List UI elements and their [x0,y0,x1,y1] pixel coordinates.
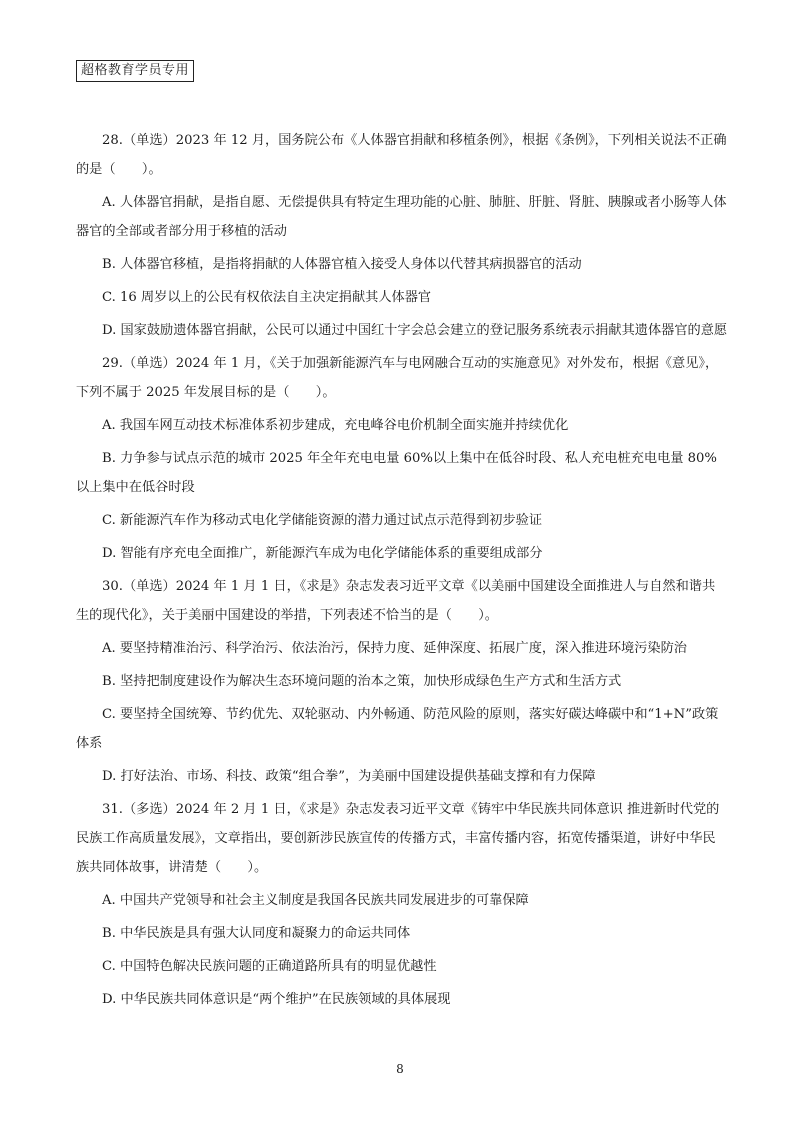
question-stem: 30.（单选）2024 年 1 月 1 日，《求是》杂志发表习近平文章《以美丽中国建设全面推进人与自然和谐共生的现代化》，关于美丽中国建设的举措，下列表述不恰当的是（ ）。 [76,579,716,623]
watermark-stamp: 超格教育学员专用 [76,60,194,82]
question-list [76,126,728,1018]
page-number: 8 [396,1062,404,1076]
option-c: C. 16 周岁以上的公民有权依法自主决定捐献其人体器官 [102,290,432,305]
option-c: C. 新能源汽车作为移动式电化学储能资源的潜力通过试点示范得到初步验证 [102,513,543,528]
question-28 [76,126,728,345]
option-c: C. 中国特色解决民族问题的正确道路所具有的明显优越性 [102,959,437,974]
option-b: B. 中华民族是具有强大认同度和凝聚力的命运共同体 [102,926,411,941]
option-c: C. 要坚持全国统筹、节约优先、双轮驱动、内外畅通、防范风险的原则，落实好碳达峰碳中和“1+N”政策体系 [76,707,719,751]
option-b: B. 人体器官移植，是指将捐献的人体器官植入接受人身体以代替其病损器官的活动 [102,257,582,272]
question-stem: 28.（单选）2023 年 12 月，国务院公布《人体器官捐献和移植条例》，根据《条例》，下列相关说法不正确的是（ ）。 [76,133,727,177]
option-b: B. 坚持把制度建设作为解决生态环境问题的治本之策，加快形成绿色生产方式和生活方式 [102,674,622,689]
option-a: A. 人体器官捐献，是指自愿、无偿提供具有特定生理功能的心脏、肺脏、肝脏、肾脏、胰腺或者小肠等人体器官的全部或者部分用于移植的活动 [76,195,727,239]
option-b: B. 力争参与试点示范的城市 2025 年全年充电电量 60%以上集中在低谷时段、私人充电桩充电电量 80%以上集中在低谷时段 [76,451,717,495]
option-a: A. 我国车网互动技术标准体系初步建成，充电峰谷电价机制全面实施并持续优化 [102,418,569,433]
option-a: A. 中国共产党领导和社会主义制度是我国各民族共同发展进步的可靠保障 [102,893,529,908]
option-d: D. 智能有序充电全面推广，新能源汽车成为电化学储能体系的重要组成部分 [102,546,543,561]
question-31 [76,795,728,1014]
option-d: D. 国家鼓励遗体器官捐献，公民可以通过中国红十字会总会建立的登记服务系统表示捐献其遗体器官的意愿 [102,323,728,338]
question-stem: 31.（多选）2024 年 2 月 1 日，《求是》杂志发表习近平文章《铸牢中华民族共同体意识 推进新时代党的民族工作高质量发展》，文章指出，要创新涉民族宣传的传播方式，丰富传播内容，拓宽传播渠道，讲好中华民族共同体故事，讲清楚（ ）。 [76,802,720,875]
option-d: D. 打好法治、市场、科技、政策“组合拳”，为美丽中国建设提供基础支撑和有力保障 [102,769,596,784]
question-30 [76,572,728,791]
question-29 [76,349,728,568]
option-d: D. 中华民族共同体意识是“两个维护”在民族领域的具体展现 [102,992,451,1007]
question-stem: 29.（单选）2024 年 1 月，《关于加强新能源汽车与电网融合互动的实施意见》对外发布，根据《意见》，下列不属于 2025 年发展目标的是（ ）。 [76,356,719,400]
option-a: A. 要坚持精准治污、科学治污、依法治污，保持力度、延伸深度、拓展广度，深入推进环境污染防治 [102,641,687,656]
